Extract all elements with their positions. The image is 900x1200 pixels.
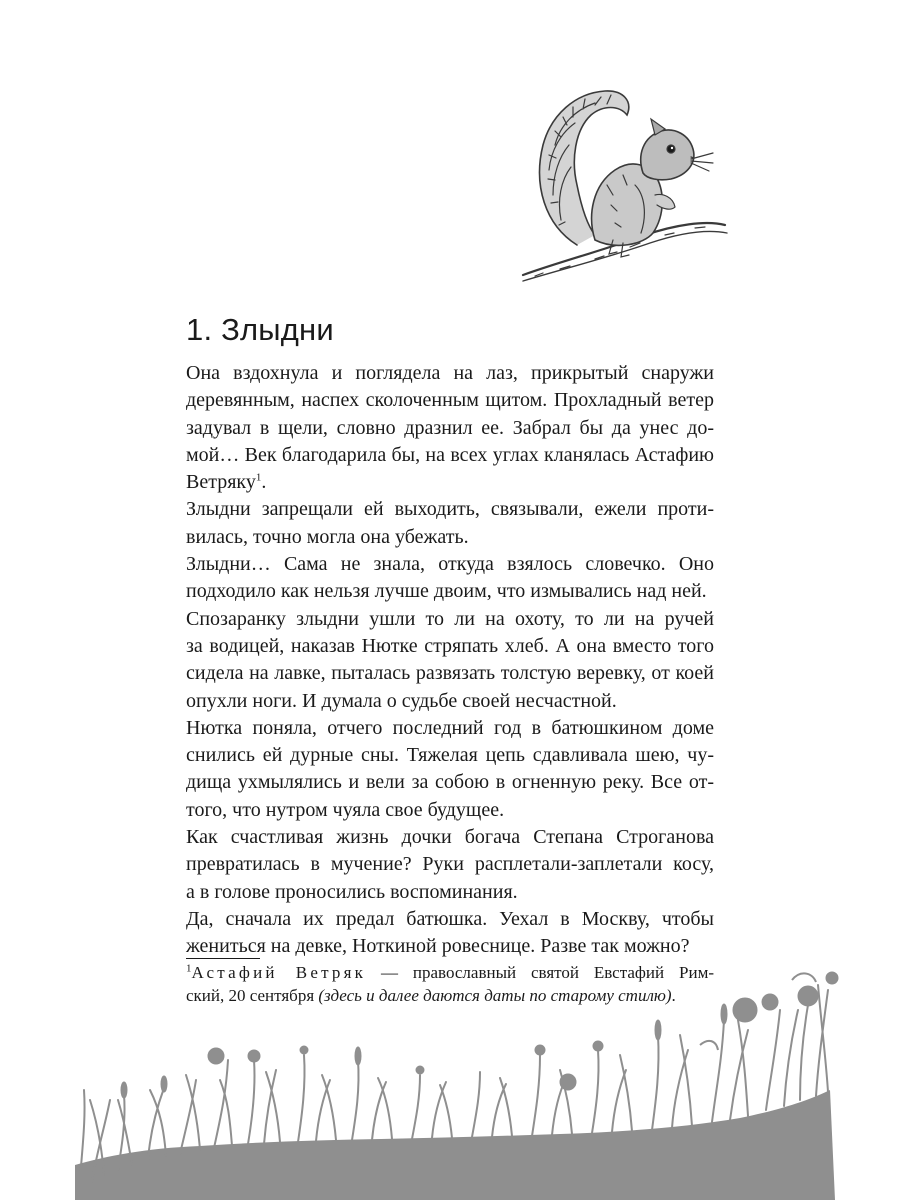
text-line: Спозаранку злыдни ушли то ли на охоту, то ли на ручей [186,607,714,630]
paragraph [186,551,714,606]
footnote-text-2: ский, 20 сентября [186,986,319,1005]
footnote-mark: 1 [186,962,192,975]
text-line: опухли ноги. И думала о судьбе своей несчастной. [186,689,617,712]
text-line: за водицей, наказав Нютке стряпать хлеб. А она вместо того [186,634,714,657]
text-line: подходило как нельзя лучше двоим, что измывались над ней. [186,580,707,603]
footnote-reference[interactable]: 1 [255,471,262,484]
text-line: снились ей дурные сны. Тяжелая цепь сдавливала шею, чу- [186,744,714,767]
footnote-italic-note: (здесь и далее даются даты по старому стилю) [318,986,672,1005]
footnote-text-1: — православный святой Евстафий Рим- [366,963,714,982]
text-line: Как счастливая жизнь дочки богача Степана Строганова [186,826,714,849]
text-line: а в голове проносились воспоминания. [186,880,518,903]
chapter-title: 1. Злыдни [186,312,334,347]
main-text [186,360,714,961]
text-line: Нютка поняла, отчего последний год в батюшкином доме [186,716,714,739]
meadow-grass-illustration [0,950,900,1200]
text-line: задувал в щели, словно дразнил ее. Забрал бы да унес до- [186,416,714,439]
paragraph [186,360,714,496]
text-line: деревянным, наспех сколоченным щитом. Прохладный ветер [186,389,714,412]
squirrel-illustration [515,75,730,290]
text-line: дища ухмылялись и вели за собою в огненную реку. Все от- [186,771,714,794]
text-line: жениться на девке, Ноткиной ровеснице. Разве так можно? [186,935,690,958]
paragraph [186,824,714,906]
paragraph [186,606,714,715]
footnote-text-end: . [671,986,676,1005]
text-line: Злыдни запрещали ей выходить, связывали, ежели проти- [186,498,714,521]
text-line: Она вздохнула и поглядела на лаз, прикрытый снаружи [186,362,714,384]
text-line: сидела на лавке, пыталась развязать толстую веревку, от коей [186,662,714,685]
text-line: вилась, точно могла она убежать. [186,525,469,548]
paragraph [186,715,714,824]
text-line: превратилась в мучение? Руки расплетали-заплетали косу, [186,853,714,876]
text-line: Ветряку$^1$. [186,471,267,494]
text-line-end: . [261,471,267,494]
paragraph [186,496,714,551]
text-line: Да, сначала их предал батюшка. Уехал в Москву, чтобы [186,907,714,930]
text-line: Злыдни… Сама не знала, откуда взялось словечко. Оно [186,553,714,576]
text-line: мой… Век благодарила бы, на всех углах кланялась Астафию [186,443,714,466]
footnote-name: Астафий Ветряк [191,963,367,982]
text-line: того, что нутром чуяла свое будущее. [186,798,505,821]
